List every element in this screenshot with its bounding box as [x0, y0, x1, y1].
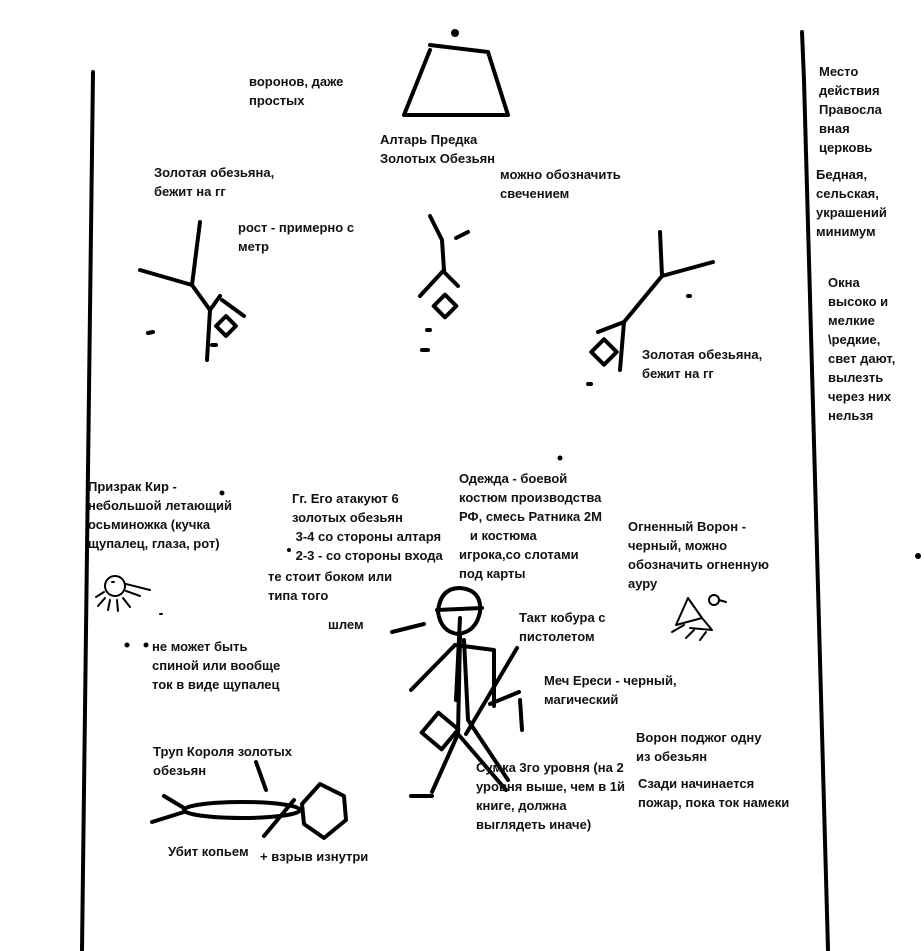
- note-altar: [380, 130, 495, 168]
- note-setting: [819, 62, 882, 157]
- note-line: из обезьян: [636, 749, 708, 764]
- note-line: + взрыв изнутри: [260, 849, 369, 864]
- note-bag: [476, 758, 625, 834]
- note-line: Алтарь Предка: [380, 132, 478, 147]
- note-ghost-back: [152, 637, 280, 694]
- note-line: пистолетом: [519, 629, 595, 644]
- note-line: типа того: [268, 588, 329, 603]
- note-line: Сумка 3го уровня (на 2: [476, 760, 624, 775]
- note-line: уровня выше, чем в 1й: [476, 779, 626, 794]
- note-glow-hint: [500, 165, 621, 203]
- note-line: обезьян: [153, 763, 207, 778]
- note-line: мелкие: [828, 313, 875, 328]
- note-line: рост - примерно с: [238, 220, 355, 235]
- note-line: Золотая обезьяна,: [642, 347, 763, 362]
- note-heresy-sword: [544, 671, 677, 709]
- note-king-corpse: [153, 742, 292, 780]
- note-line: Гг. Его атакуют 6: [292, 491, 399, 506]
- note-line: минимум: [816, 224, 876, 239]
- altar-drawing: [404, 31, 508, 115]
- note-line: выглядеть иначе): [476, 817, 592, 832]
- note-line: и костюма: [459, 528, 537, 543]
- note-line: небольшой летающий: [88, 498, 232, 513]
- note-line: Сзади начинается: [638, 776, 755, 791]
- note-ghost-kir: [88, 477, 232, 553]
- note-line: Золотых Обезьян: [380, 151, 496, 166]
- note-explosion: [260, 847, 368, 866]
- note-line: не может быть: [152, 639, 248, 654]
- note-line: черный, можно: [628, 538, 728, 553]
- note-line: Окна: [828, 275, 860, 290]
- note-line: Правосла: [819, 102, 882, 117]
- note-line: Труп Короля золотых: [153, 744, 292, 759]
- note-line: шлем: [328, 617, 364, 632]
- note-line: золотых обезьян: [292, 510, 403, 525]
- note-hero-attacked: [292, 489, 443, 565]
- note-outfit: [459, 469, 602, 583]
- note-line: действия: [819, 83, 880, 98]
- note-line: метр: [238, 239, 269, 254]
- note-line: можно обозначить: [500, 167, 621, 182]
- ghost-kir-drawing: [96, 576, 162, 614]
- note-line: воронов, даже: [249, 74, 344, 89]
- note-line: Место: [819, 64, 859, 79]
- note-line: Бедная,: [816, 167, 868, 182]
- note-line: ауру: [628, 576, 658, 591]
- note-line: под карты: [459, 566, 526, 581]
- note-helmet: [328, 615, 364, 634]
- note-killed-by: [168, 842, 249, 861]
- note-fire-behind: [638, 774, 789, 812]
- note-line: бежит на гг: [642, 366, 714, 381]
- golden-monkey-center-drawing: [420, 216, 468, 350]
- note-line: украшений: [816, 205, 887, 220]
- note-line: обозначить огненную: [628, 557, 769, 572]
- note-line: пожар, пока ток намеки: [638, 795, 790, 810]
- note-line: Огненный Ворон -: [628, 519, 747, 534]
- note-line: щупалец, глаза, рот): [88, 536, 220, 551]
- note-monkey-left: [154, 163, 274, 201]
- note-line: костюм производства: [459, 490, 602, 505]
- note-windows: [828, 273, 895, 425]
- note-line: Золотая обезьяна,: [154, 165, 275, 180]
- note-line: церковь: [819, 140, 873, 155]
- note-line: Ворон поджог одну: [636, 730, 762, 745]
- note-line: свечением: [500, 186, 570, 201]
- note-ravens-even-simple: [249, 72, 343, 110]
- note-line: высоко и: [828, 294, 889, 309]
- note-line: Такт кобура с: [519, 610, 606, 625]
- note-line: те стоит боком или: [268, 569, 393, 584]
- note-line: вная: [819, 121, 850, 136]
- note-raven-burn: [636, 728, 762, 766]
- note-line: игрока,со слотами: [459, 547, 579, 562]
- note-line: простых: [249, 93, 305, 108]
- note-line: сельская,: [816, 186, 879, 201]
- note-line: свет дают,: [828, 351, 896, 366]
- note-line: Призрак Кир -: [88, 479, 177, 494]
- note-monkey-right: [642, 345, 762, 383]
- note-line: бежит на гг: [154, 184, 226, 199]
- note-hero-side: [268, 567, 392, 605]
- note-line: нельзя: [828, 408, 874, 423]
- fire-raven-drawing: [672, 595, 726, 640]
- note-line: осьминожка (кучка: [88, 517, 211, 532]
- note-line: спиной или вообще: [152, 658, 281, 673]
- note-line: магический: [544, 692, 619, 707]
- note-line: 3-4 со стороны алтаря: [292, 529, 442, 544]
- note-line: через них: [828, 389, 892, 404]
- note-line: Одежда - боевой: [459, 471, 568, 486]
- note-line: Убит копьем: [168, 844, 249, 859]
- note-line: вылезть: [828, 370, 884, 385]
- note-line: ток в виде щупалец: [152, 677, 280, 692]
- golden-monkey-left-drawing: [140, 222, 244, 360]
- note-holster: [519, 608, 606, 646]
- note-line: \редкие,: [828, 332, 881, 347]
- note-line: Меч Ереси - черный,: [544, 673, 677, 688]
- note-line: книге, должна: [476, 798, 567, 813]
- note-poor-rural: [816, 165, 887, 241]
- note-fire-raven: [628, 517, 769, 593]
- note-line: 2-3 - со стороны входа: [292, 548, 443, 563]
- note-line: РФ, смесь Ратника 2М: [459, 509, 602, 524]
- note-monkey-height: [238, 218, 354, 256]
